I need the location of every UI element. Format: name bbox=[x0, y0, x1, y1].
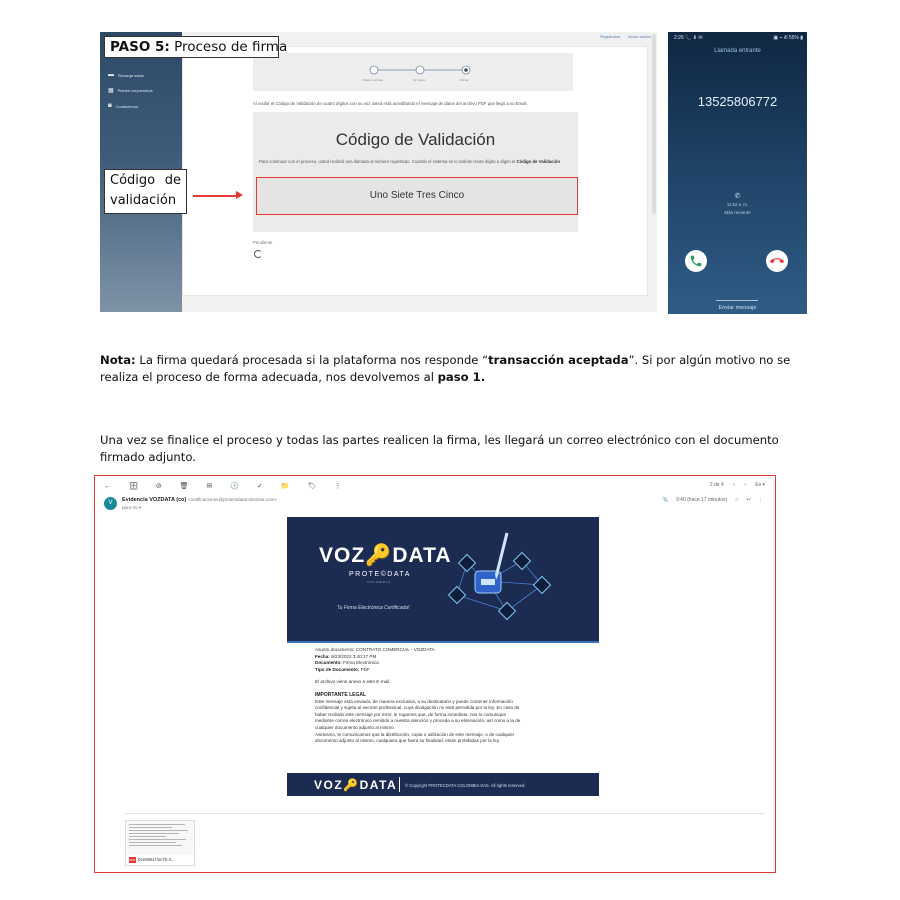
step-2-label: Sin datos bbox=[413, 78, 426, 82]
banner-accent-line bbox=[287, 641, 599, 643]
key-icon: 🔑 bbox=[365, 544, 393, 567]
pending-status: Pendiente bbox=[253, 240, 273, 245]
swipe-bar bbox=[716, 300, 758, 301]
incoming-call-label: Llamada entrante bbox=[714, 48, 761, 54]
footer-logo: VOZ🔑DATA bbox=[314, 778, 398, 792]
building-icon: ▦ bbox=[108, 88, 114, 94]
step-1-dot bbox=[370, 66, 378, 74]
spam-icon[interactable]: ⊘ bbox=[155, 483, 162, 490]
validation-code-panel bbox=[253, 112, 578, 232]
vozdata-logo: VOZ🔑DATA bbox=[319, 544, 452, 567]
send-message-button[interactable]: Enviar mensaje bbox=[718, 305, 757, 311]
scrollbar[interactable] bbox=[652, 34, 656, 214]
prev-icon[interactable]: ‹ bbox=[733, 482, 735, 488]
legal-title: IMPORTANTE LEGAL bbox=[315, 691, 367, 698]
phone-icon: ✆ bbox=[734, 193, 741, 200]
chat-icon: ◙ bbox=[108, 103, 112, 109]
wallet-icon: ▬ bbox=[108, 72, 114, 78]
validation-code-value: Uno Siete Tres Cinco bbox=[256, 177, 578, 215]
back-icon[interactable]: ← bbox=[104, 483, 111, 490]
anexo-line: El archivo viene anexo a este E-mail. bbox=[315, 679, 391, 685]
email-body: Asunto documento: CONTRATO COMERCIAL - VOZDATA Fecha: 9/23/2022 3:40:17 PM Documento: Firma Electrónica Tipo de Documento: PDF El archivo viene anexo a este E-mail. IMPORTANTE LEGAL Este mensaje está enviado, de manera exclusiva, a su destinatario y puede contener información confidencial y sujeta al secreto profesional, cuya divulgación no está permitida por la ley. En caso de haber recibido este mensaje por error, le rogamos que, de forma inmediata, nos lo comunique mediante correo electrónico remitido a nuestra atención y proceda a su eliminación, así como a la de cualquier documento adjunto al mismo. Asimismo, le comunicamos que la distribución, copia o utilización de este mensaje, o de cualquier documento adjunto al mismo, cualquiera que fuera su finalidad, están prohibidas por la ley. bbox=[315, 647, 565, 745]
attachment-preview bbox=[129, 824, 191, 848]
phone-decline-icon bbox=[770, 254, 784, 268]
info-paragraph: Una vez se finalice el proceso y todas las partes realicen la firma, les llegará un correo electrónico con el documento firmado adjunto. bbox=[100, 433, 779, 464]
more-vert-icon[interactable]: ⋮ bbox=[758, 497, 763, 503]
step-1-label: Datos Contrato bbox=[363, 78, 384, 82]
tipo-line: Tipo de Documento: PDF bbox=[315, 666, 370, 672]
email-screenshot bbox=[94, 475, 776, 873]
pager bbox=[702, 482, 765, 488]
arrow-head-icon bbox=[236, 191, 243, 199]
loading-spinner-icon bbox=[254, 250, 262, 258]
attachments-divider bbox=[125, 813, 765, 814]
sidebar-item-contactenos[interactable]: ◙ Contáctenos bbox=[108, 103, 139, 109]
vozdata-banner bbox=[287, 517, 599, 643]
footer-divider bbox=[399, 777, 400, 792]
callout-arrow bbox=[193, 195, 240, 197]
mark-unread-icon[interactable]: ✉ bbox=[206, 483, 213, 490]
add-task-icon[interactable]: ✓ bbox=[256, 483, 263, 490]
pdf-attachment[interactable] bbox=[125, 820, 195, 866]
step-3-active bbox=[464, 68, 468, 72]
progress-steps bbox=[253, 53, 573, 91]
pdf-icon: PDF bbox=[129, 858, 136, 862]
recipient-dropdown[interactable]: para Yo ▾ bbox=[122, 505, 142, 510]
delete-icon[interactable]: 🗑 bbox=[179, 483, 189, 490]
phone-status-bar: 2:26 📞 ⬇ ✉ ▣ ⌁ ıll 55% ▮ bbox=[674, 35, 803, 41]
email-footer bbox=[287, 773, 599, 796]
footer-key-icon: 🔑 bbox=[343, 778, 360, 792]
email-toolbar bbox=[104, 482, 357, 490]
caller-number: 13525806772 bbox=[697, 94, 778, 109]
snooze-icon[interactable]: 🕓 bbox=[230, 483, 240, 490]
top-nav bbox=[594, 34, 651, 39]
accept-call-button[interactable] bbox=[685, 250, 707, 272]
steps-graphic bbox=[253, 53, 573, 91]
avatar: V bbox=[104, 497, 117, 510]
validation-code-title: Código de Validación bbox=[335, 130, 496, 149]
move-to-icon[interactable]: 📁 bbox=[280, 483, 290, 490]
language-select[interactable]: Es ▾ bbox=[755, 482, 765, 488]
more-icon[interactable]: ⋮ bbox=[334, 483, 342, 490]
sidebar-item-planes[interactable]: ▦ Planes corporativos bbox=[108, 88, 153, 94]
fecha-line: Fecha: 9/23/2022 3:40:17 PM bbox=[315, 653, 377, 659]
pager-count: 2 de 4 bbox=[709, 482, 724, 488]
protecdata-logo: PROTE©DATA bbox=[349, 571, 411, 578]
banner-tagline: Tu Firma Electrónica Certificada! bbox=[337, 605, 410, 611]
attachment-name: 0ce0551f-bc7b-4... bbox=[126, 855, 195, 865]
sender: Evidencia VOZDATA (co) <notificaciones@protectdatacolombia.com> bbox=[122, 497, 278, 503]
note-paragraph: Nota: La firma quedará procesada si la plataforma nos responde “transacción aceptada”. Si por algún motivo no se realiza el proceso de forma adecuada, nos devolvemos al paso 1. bbox=[100, 353, 791, 384]
asunto-line: Asunto documento: CONTRATO COMERCIAL - VOZDATA bbox=[315, 647, 435, 652]
attachment-icon: 📎 bbox=[662, 497, 669, 503]
phone-screenshot bbox=[668, 32, 807, 314]
most-recent-label: Más reciente bbox=[724, 210, 751, 215]
validation-code-description: Para continuar con el proceso, usted recibirá una llamada al número registrado. Cuando el sistema se lo solicite recite dígito a dígito el Código de Validación bbox=[259, 159, 560, 164]
validation-callout: Código de validación bbox=[104, 169, 187, 214]
archive-icon[interactable]: 🗄 bbox=[128, 483, 138, 490]
decline-call-button[interactable] bbox=[766, 250, 788, 272]
signature-network-illustration bbox=[437, 523, 597, 638]
documento-line: Documento: Firma Electrónica bbox=[315, 660, 379, 666]
email-time: 9:40 (hace 17 minutos) bbox=[676, 497, 728, 503]
validation-info: Al recibir el Código de Validación de cuatro dígitos con su voz usted está acreditando el mensaje de datos del archivo PDF que llegó a su Email. bbox=[253, 101, 528, 106]
footer-copyright: © Copyright PROTECDATA COLOMBIA SAS. All rights reserved. bbox=[405, 783, 526, 788]
phone-accept-icon bbox=[689, 254, 703, 268]
login-link[interactable]: Iniciar sesión bbox=[627, 34, 651, 39]
step-2-dot bbox=[416, 66, 424, 74]
sidebar-item-recarga[interactable]: ▬ Recarga saldo bbox=[108, 72, 144, 78]
step-label: PASO 5: Proceso de firma bbox=[104, 36, 279, 58]
reply-icon[interactable]: ↩ bbox=[746, 497, 751, 503]
star-icon[interactable]: ☆ bbox=[734, 497, 740, 503]
next-icon[interactable]: › bbox=[744, 482, 746, 488]
logo-country: COLOMBIA bbox=[367, 580, 391, 584]
email-meta bbox=[656, 497, 763, 503]
register-link[interactable]: Registrarse bbox=[600, 34, 621, 39]
step-3-label: Firmar bbox=[460, 78, 469, 82]
call-time: 11:52 a. m. bbox=[726, 202, 749, 207]
main-content bbox=[182, 46, 648, 296]
label-icon[interactable]: 🏷 bbox=[307, 483, 317, 490]
